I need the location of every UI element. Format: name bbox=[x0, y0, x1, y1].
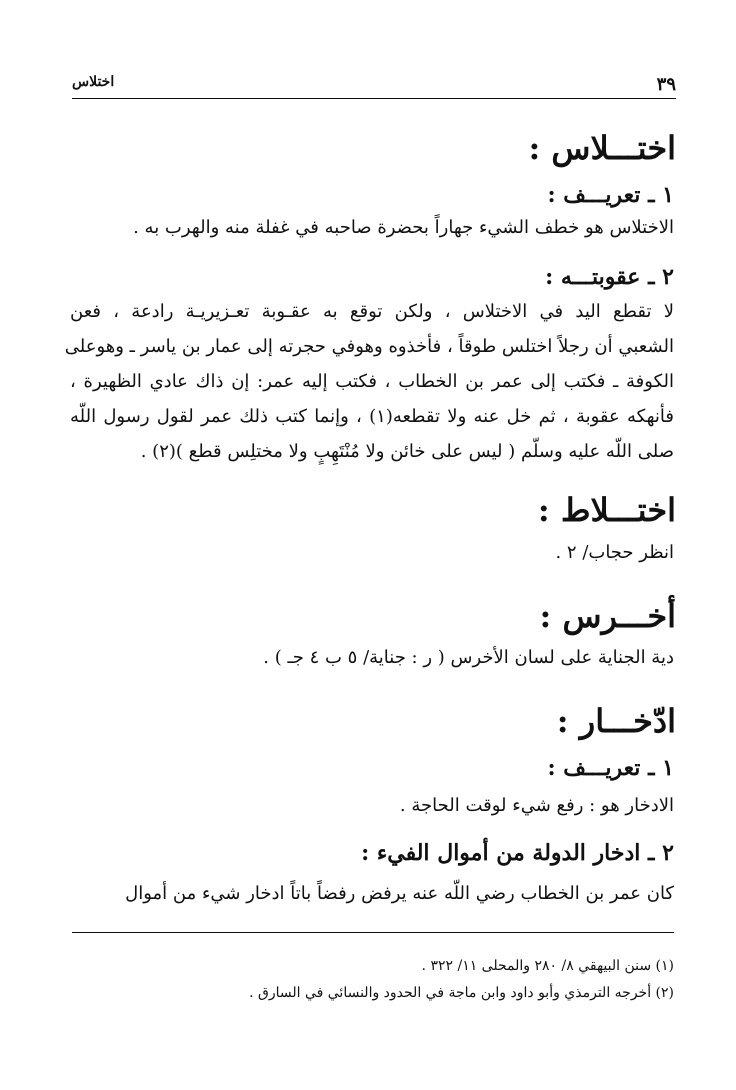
entry-title-akhras: أخـــرس : bbox=[539, 597, 676, 635]
page-number: ٣٩ bbox=[656, 74, 676, 95]
definition-text: الادخار هو : رفع شيء لوقت الحاجة . bbox=[399, 795, 674, 816]
penalty-line: الشعبي أن رجلاً اختلس طوقاً ، فأخذوه وهوفي حجرته إلى عمار بن ياسر ـ وهوعلى bbox=[64, 336, 674, 357]
penalty-heading: ٢ ـ عقوبتـــه : bbox=[545, 264, 674, 290]
footnote: (٢) أخرجه الترمذي وأبو داود وابن ماجة في الحدود والنسائي في السارق . bbox=[249, 985, 674, 1001]
definition-heading: ١ ـ تعريـــف : bbox=[547, 182, 674, 208]
entry-title-iddikhar: ادّخـــار : bbox=[556, 702, 676, 740]
entry-title-ikhtilat: اختـــلاط : bbox=[537, 491, 676, 529]
penalty-line: لا تقطع اليد في الاختلاس ، ولكن توقع به عقـوبة تعـزيريـة رادعة ، فعن bbox=[70, 301, 674, 322]
penalty-line: صلى اللّه عليه وسلّم ( ليس على خائن ولا مُنْتَهِبٍ ولا مختلِس قطع )(٢) . bbox=[140, 441, 674, 462]
penalty-line: الكوفة ـ فكتب إلى عمر بن الخطاب ، فكتب إليه عمر: إن ذاك عادي الظهيرة ، bbox=[70, 371, 675, 392]
akhras-text: دية الجناية على لسان الأخرس ( ر : جناية/ ٥ ب ٤ جـ ) . bbox=[263, 647, 674, 668]
penalty-line: فأنهكه عقوبة ، ثم خل عنه ولا تقطعه(١) ، وإنما كتب ذلك عمر لقول رسول اللّه bbox=[70, 406, 674, 427]
state-saving-text: كان عمر بن الخطاب رضي اللّه عنه يرفض رفضاً باتاً ادخار شيء من أموال bbox=[125, 883, 674, 904]
footnote: (١) سنن البيهقي ٨/ ٢٨٠ والمحلى ١١/ ٣٢٢ . bbox=[421, 958, 674, 974]
running-header bbox=[72, 72, 676, 99]
definition-heading: ١ ـ تعريـــف : bbox=[547, 755, 674, 781]
definition-text: الاختلاس هو خطف الشيء جهاراً بحضرة صاحبه في غفلة منه والهرب به . bbox=[133, 217, 674, 238]
running-header-title: اختلاس bbox=[72, 74, 115, 90]
entry-title-ikhtilas: اختـــلاس : bbox=[528, 129, 676, 167]
cross-reference-text: انظر حجاب/ ٢ . bbox=[555, 542, 674, 563]
state-saving-heading: ٢ ـ ادخار الدولة من أموال الفيء : bbox=[361, 840, 674, 866]
footnote-divider bbox=[72, 932, 674, 933]
